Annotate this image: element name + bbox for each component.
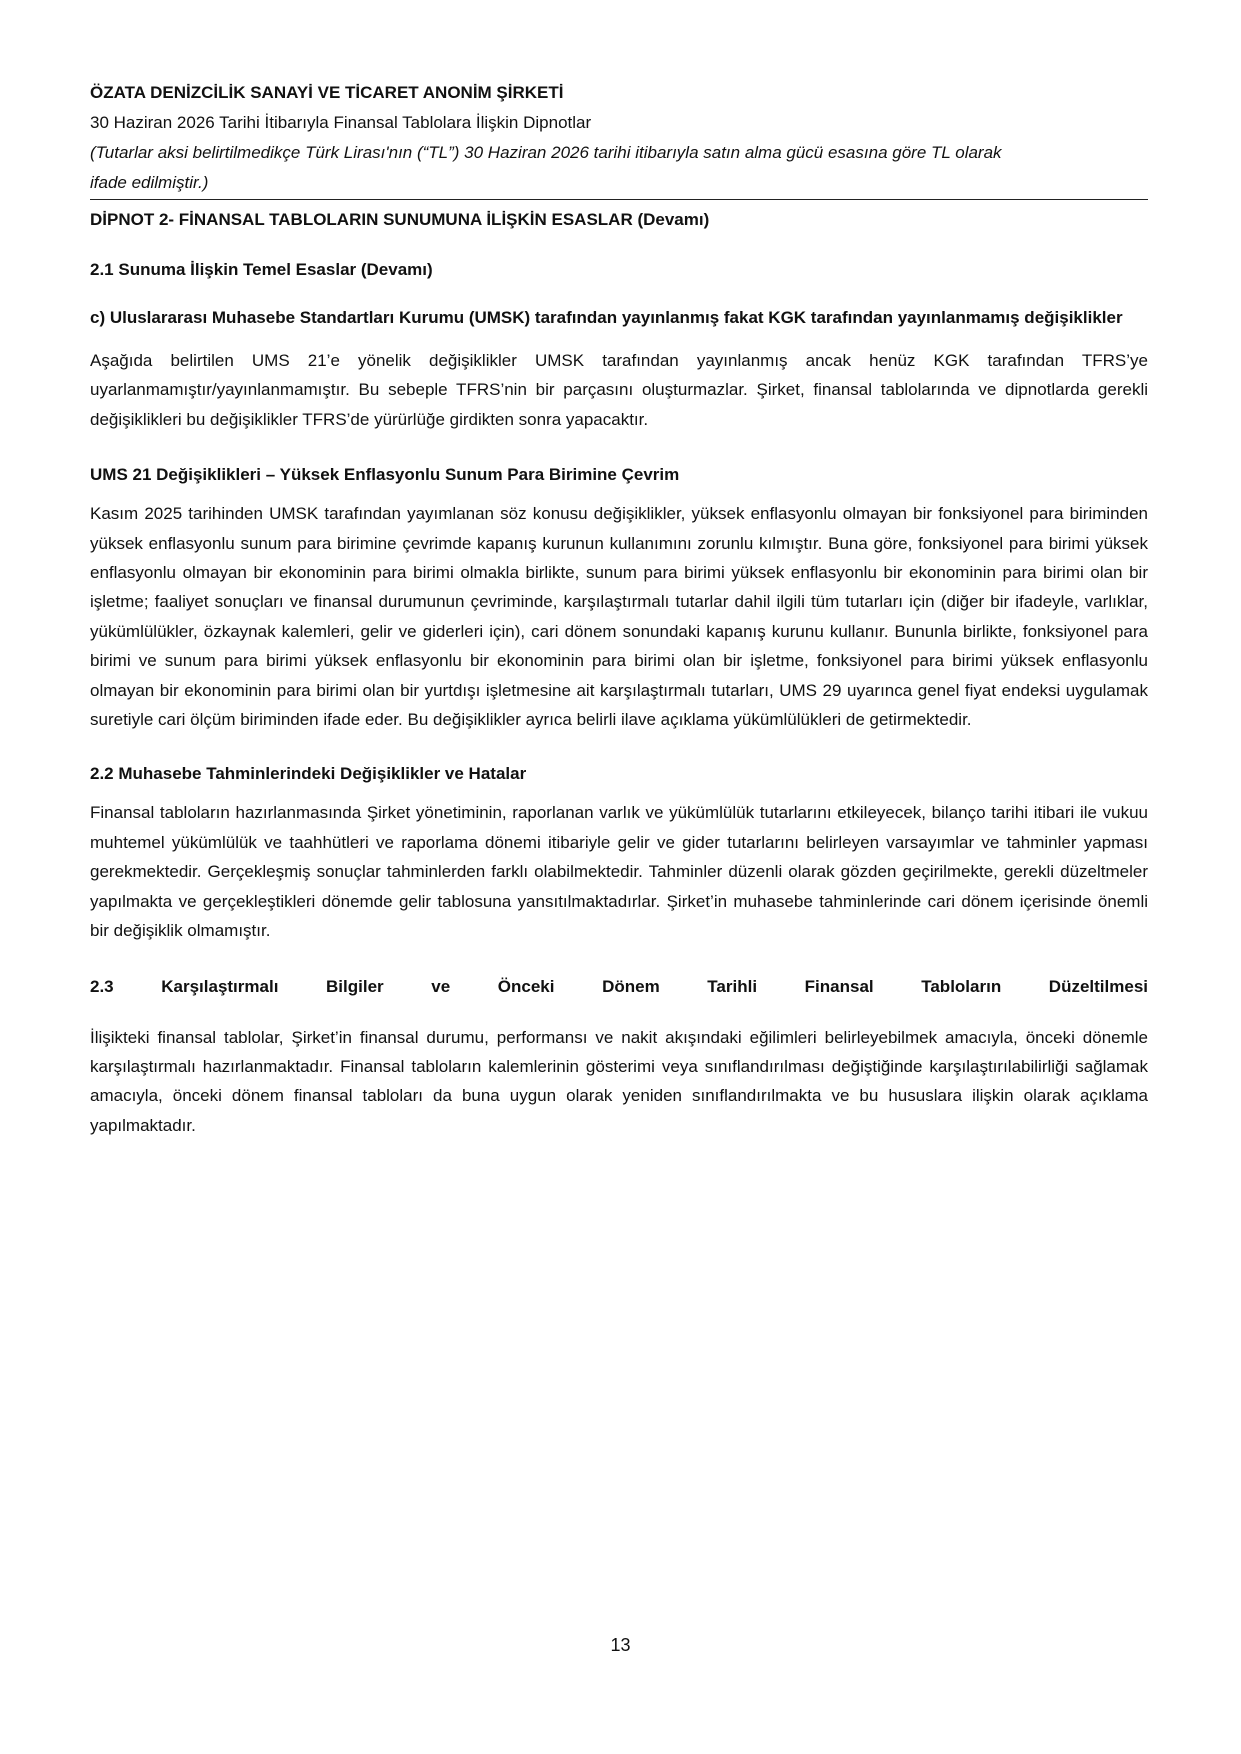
document-subtitle: 30 Haziran 2026 Tarihi İtibarıyla Finansal Tablolara İlişkin Dipnotlar: [90, 113, 592, 132]
section-2-3-title: 2.3 Karşılaştırmalı Bilgiler ve Önceki Dönem Tarihli Finansal Tabloların Düzeltilmesi: [90, 976, 1148, 996]
currency-note-line-2: ifade edilmiştir.): [90, 173, 209, 192]
note-title: DİPNOT 2- FİNANSAL TABLOLARIN SUNUMUNA İLİŞKİN ESASLAR (Devamı): [90, 210, 710, 229]
section-2-1-title: 2.1 Sunuma İlişkin Temel Esaslar (Devamı): [90, 260, 433, 279]
section-2-3-paragraph: İlişikteki finansal tablolar, Şirket’in finansal durumu, performansı ve nakit akışındaki eğilimleri belirleyebilmek amacıyla, önceki dönemle karşılaştırmalı hazırlanmaktadır. Finansal tabloların kalemlerinin gösterimi veya sınıflandırılması değiştiğinde karşılaştırılabilirliği sağlamak amacıyla, önceki dönem finansal tabloları da buna uygun olarak yeniden sınıflandırılmakta ve bu hususlara ilişkin olarak açıklama yapılmaktadır.: [90, 1027, 1148, 1135]
header-divider: [90, 199, 1148, 200]
company-name: ÖZATA DENİZCİLİK SANAYİ VE TİCARET ANONİM ŞİRKETİ: [90, 83, 564, 102]
section-2-1-c-title: c) Uluslararası Muhasebe Standartları Kurumu (UMSK) tarafından yayınlanmış fakat KGK tarafından yayınlanmamış değişiklikler: [90, 308, 1123, 327]
ums21-title: UMS 21 Değişiklikleri – Yüksek Enflasyonlu Sunum Para Birimine Çevrim: [90, 465, 680, 485]
section-2-2-title: 2.2 Muhasebe Tahminlerindeki Değişiklikler ve Hatalar: [90, 764, 527, 784]
section-2-2-paragraph: Finansal tabloların hazırlanmasında Şirket yönetiminin, raporlanan varlık ve yükümlülük tutarlarını etkileyecek, bilanço tarihi itibari ile vukuu muhtemel yükümlülük ve taahhütleri ve raporlama dönemi itibariyle gelir ve gider tutarlarını belirleyen varsayımlar ve tahminler yapması gerekmektedir. Gerçekleşmiş sonuçlar tahminlerden farklı olabilmektedir. Tahminler düzenli olarak gözden geçirilmekte, gerekli düzeltmeler yapılmakta ve gerçekleştikleri dönemde gelir tablosuna yansıtılmaktadırlar. Şirket’in muhasebe tahminlerinde cari dönem içerisinde önemli bir değişiklik olmamıştır.: [90, 803, 1148, 941]
section-2-1-c-paragraph: Aşağıda belirtilen UMS 21’e yönelik değişiklikler UMSK tarafından yayınlanmış ancak henüz KGK tarafından TFRS’ye uyarlanmamıştır/yayınlanmamıştır. Bu sebeple TFRS’nin bir parçasını oluşturmazlar. Şirket, finansal tablolarında ve dipnotlarda gerekli değişiklikleri bu değişiklikler TFRS’de yürürlüğe girdikten sonra yapacaktır.: [90, 351, 1148, 429]
page-number: 13: [610, 1635, 631, 1655]
currency-note-line-1: (Tutarlar aksi belirtilmedikçe Türk Lirası'nın (“TL”) 30 Haziran 2026 tarihi itibarıyla satın alma gücü esasına göre TL olarak: [90, 143, 1002, 162]
ums21-paragraph: Kasım 2025 tarihinden UMSK tarafından yayımlanan söz konusu değişiklikler, yüksek enflasyonlu olmayan bir fonksiyonel para biriminden yüksek enflasyonlu sunum para birimine çevrimde kapanış kurunun kullanımını zorunlu kılmıştır. Buna göre, fonksiyonel para birimi yüksek enflasyonlu olmayan bir ekonominin para birimi olmakla birlikte, sunum para birimi yüksek enflasyonlu bir ekonominin para birimi olan bir işletme; faaliyet sonuçları ve finansal durumunun çevriminde, karşılaştırmalı tutarlar dahil ilgili tüm tutarları için (diğer bir ifadeyle, varlıklar, yükümlülükler, özkaynak kalemleri, gelir ve giderleri için), cari dönem sonundaki kapanış kurunu kullanır. Bununla birlikte, fonksiyonel para birimi ve sunum para birimi yüksek enflasyonlu bir ekonominin para birimi olan bir işletme, fonksiyonel para birimi yüksek enflasyonlu olmayan bir ekonominin para birimi olan bir yurtdışı işletmesine ait karşılaştırmalı tutarları, UMS 29 uyarınca genel fiyat endeksi uygulamak suretiyle cari ölçüm biriminden ifade eder. Bu değişiklikler ayrıca belirli ilave açıklama yükümlülükleri de getirmektedir.: [90, 504, 1148, 730]
document-page: [90, 78, 1148, 1140]
